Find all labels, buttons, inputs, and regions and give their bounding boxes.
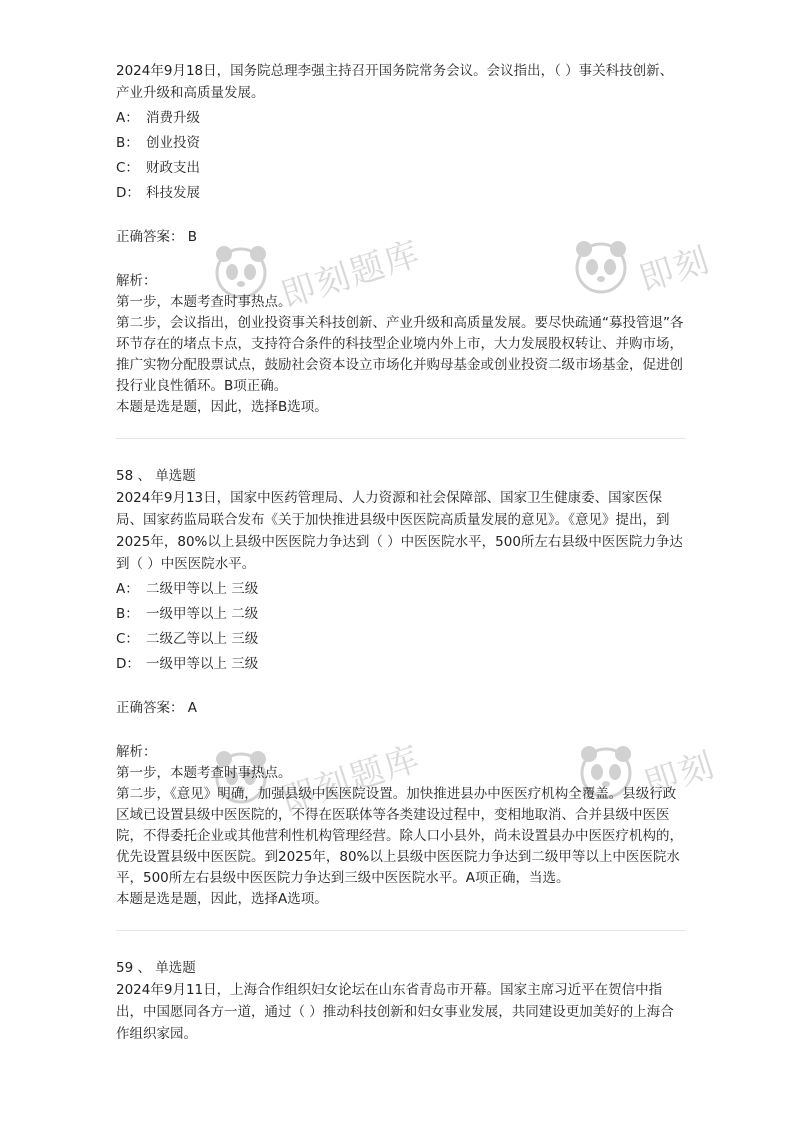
- option-d: [116, 653, 686, 675]
- analysis-label: 解析：: [116, 744, 157, 760]
- correct-answer: [116, 226, 686, 248]
- option-text: 二级乙等以上 三级: [146, 631, 259, 647]
- option-a: [116, 578, 686, 600]
- option-letter: C：: [116, 160, 139, 176]
- option-d: [116, 182, 686, 204]
- watermark: 即刻: [570, 235, 710, 297]
- analysis-step: 本题是选是题，因此，选择B选项。: [116, 399, 328, 415]
- option-text: 二级甲等以上 三级: [146, 581, 259, 597]
- question-number: 59 、: [116, 960, 151, 976]
- question-type: 单选题: [155, 468, 196, 484]
- question-stem: 2024年9月18日，国务院总理李强主持召开国务院常务会议。会议指出，（ ）事关科技创新、产业升级和高质量发展。: [116, 63, 674, 101]
- analysis-step: 第一步，本题考查时事热点。: [116, 294, 292, 310]
- option-b: [116, 132, 686, 154]
- question-page: [116, 60, 686, 1045]
- option-text: 财政支出: [146, 160, 200, 176]
- question-stem: 2024年9月11日，上海合作组织妇女论坛在山东省青岛市开幕。国家主席习近平在贺信中指出，中国愿同各方一道，通过（ ）推动科技创新和妇女事业发展，共同建设更加美好的上海合作组织家园。: [116, 982, 674, 1042]
- option-b: [116, 603, 686, 625]
- question-59: [116, 957, 686, 1045]
- analysis-step: 第二步，《意见》明确，加强县级中医医院设置。加快推进县办中医医疗机构全覆盖。县级行政区域已设置县级中医医院的，不得在医联体等各类建设过程中，变相地取消、合并县级中医医院，不得委托企业或其他营利性机构管理经营。除人口小县外，尚未设置县办中医医疗机构的，优先设置县级中医医院。到2025年，80%以上县级中医医院力争达到二级甲等以上中医医院水平，500所左右县级中医医院力争达到三级中医医院水平。A项正确，当选。: [116, 786, 683, 886]
- option-letter: D：: [116, 656, 140, 672]
- option-letter: B：: [116, 606, 139, 622]
- option-c: [116, 157, 686, 179]
- answer-value: B: [187, 229, 198, 245]
- answer-label: 正确答案：: [116, 229, 184, 245]
- answer-value: A: [187, 700, 198, 716]
- option-letter: A：: [116, 110, 139, 126]
- option-text: 一级甲等以上 二级: [146, 606, 259, 622]
- option-text: 创业投资: [146, 135, 200, 151]
- watermark: 即刻: [575, 740, 715, 802]
- analysis-step: 本题是选是题，因此，选择A选项。: [116, 891, 328, 907]
- option-c: [116, 628, 686, 650]
- option-text: 一级甲等以上 三级: [146, 656, 259, 672]
- analysis-step: 第二步，会议指出，创业投资事关科技创新、产业升级和高质量发展。要尽快疏通“募投管退”各环节存在的堵点卡点，支持符合条件的科技型企业境内外上市，大力发展股权转让、并购市场，推广实物分配股票试点，鼓励社会资本设立市场化并购母基金或创业投资二级市场基金，促进创投行业良性循环。B项正确。: [116, 315, 684, 394]
- correct-answer: [116, 697, 686, 719]
- option-letter: B：: [116, 135, 139, 151]
- option-letter: D：: [116, 185, 140, 201]
- option-letter: A：: [116, 581, 139, 597]
- option-a: [116, 107, 686, 129]
- analysis-label: 解析：: [116, 273, 157, 289]
- question-type: 单选题: [155, 960, 196, 976]
- watermark: 即刻题库: [210, 240, 422, 302]
- option-text: 消费升级: [146, 110, 200, 126]
- answer-label: 正确答案：: [116, 700, 184, 716]
- question-header: [116, 957, 686, 979]
- option-letter: C：: [116, 631, 139, 647]
- analysis-step: 第一步，本题考查时事热点。: [116, 765, 292, 781]
- question-57: [116, 60, 686, 439]
- question-number: 58 、: [116, 468, 151, 484]
- option-text: 科技发展: [146, 185, 200, 201]
- question-stem: 2024年9月13日，国家中医药管理局、人力资源和社会保障部、国家卫生健康委、国家医保局、国家药监局联合发布《关于加快推进县级中医医院高质量发展的意见》。《意见》提出，到2025年，80%以上县级中医医院力争达到（ ）中医医院水平，500所左右县级中医医院力争达到（ ）中医医院水平。: [116, 490, 683, 572]
- divider: [116, 438, 686, 439]
- question-header: [116, 465, 686, 487]
- watermark: 即刻题库: [210, 745, 422, 807]
- analysis-text: [116, 292, 686, 418]
- divider: [116, 930, 686, 931]
- analysis-text: [116, 763, 686, 910]
- question-58: [116, 465, 686, 931]
